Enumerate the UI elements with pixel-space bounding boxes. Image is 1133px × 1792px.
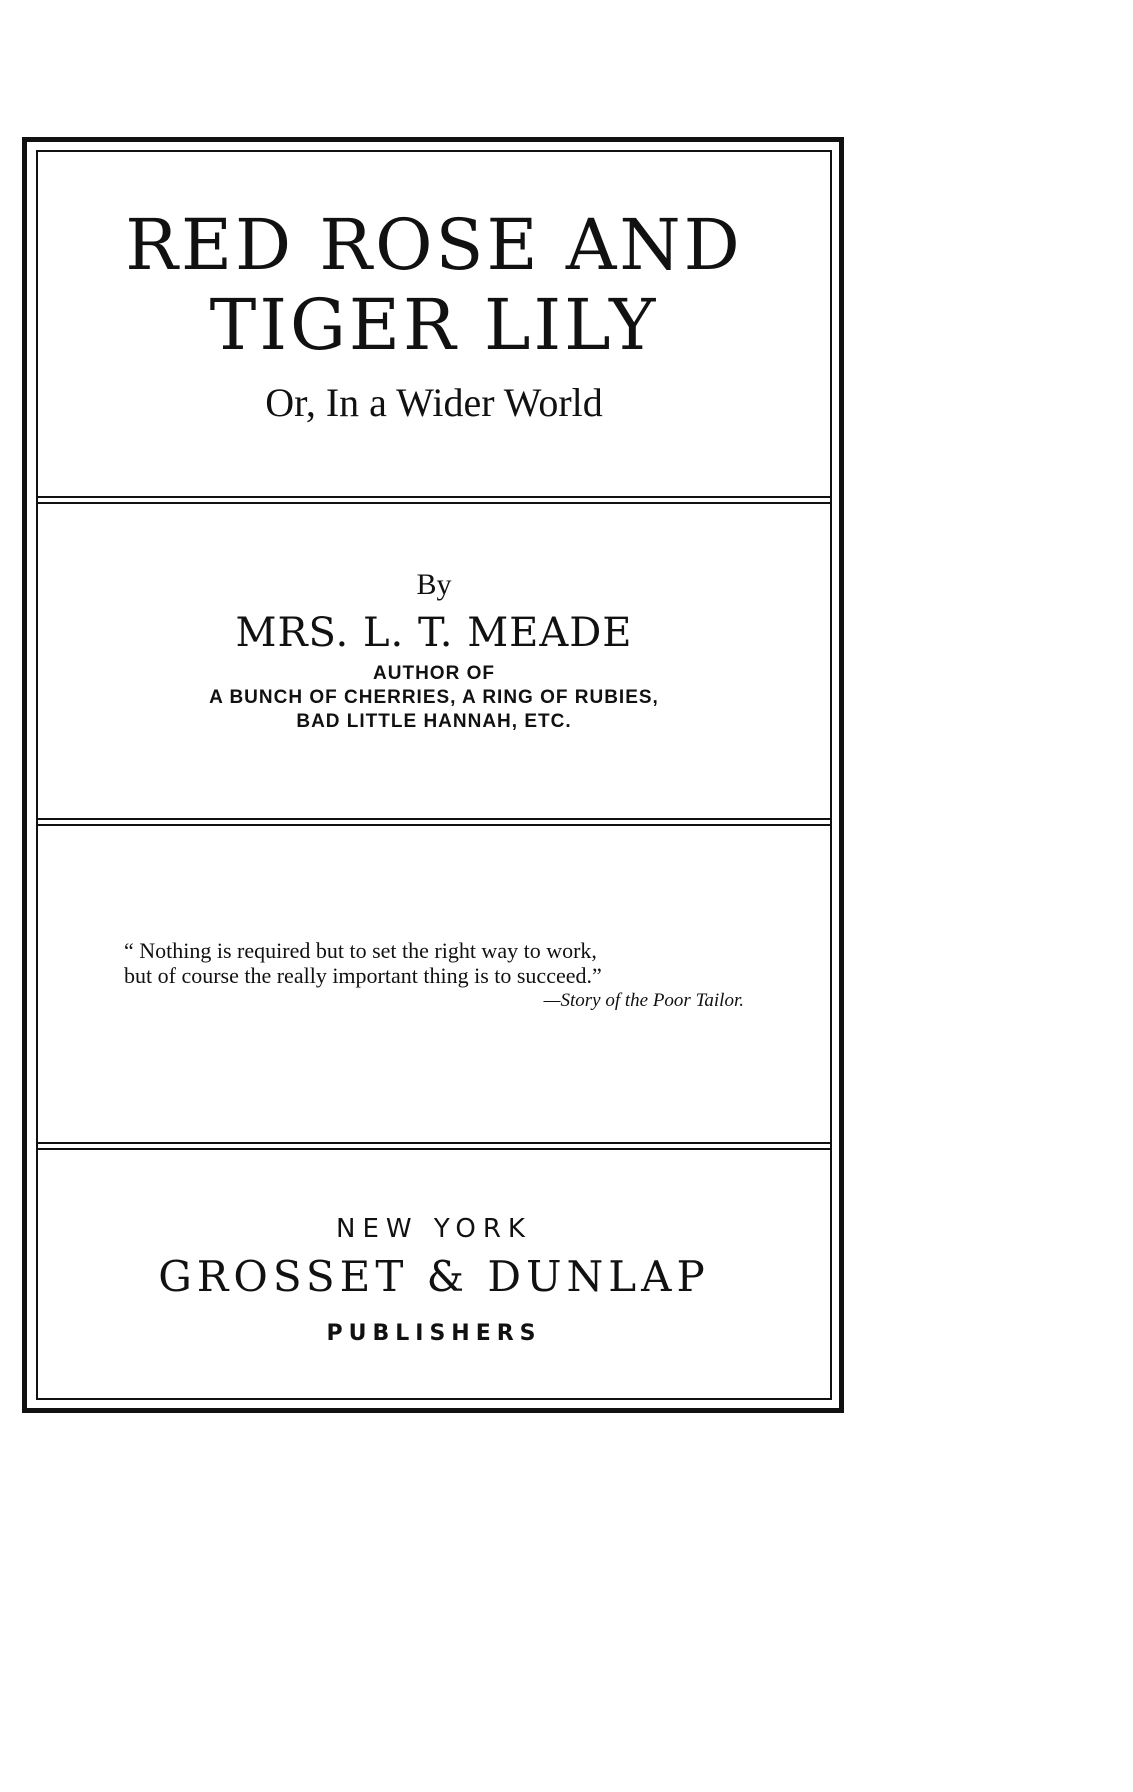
book-title-line-2: TIGER LILY [209, 284, 659, 366]
divider-rule-1 [36, 496, 832, 504]
title-panel [36, 205, 832, 427]
publishers-label: PUBLISHERS [326, 1321, 542, 1346]
epigraph-line-1: “ Nothing is required but to set the right way to work, [124, 938, 597, 963]
book-subtitle: Or, In a Wider World [265, 380, 603, 425]
imprint-panel [36, 1213, 832, 1349]
other-works-line-1: A BUNCH OF CHERRIES, A RING OF RUBIES, [209, 687, 659, 708]
by-label: By [416, 568, 452, 601]
publisher-city: NEW YORK [336, 1214, 532, 1244]
book-title-line-1: RED ROSE AND [125, 204, 743, 286]
divider-rule-2 [36, 818, 832, 826]
author-of-label: AUTHOR OF [373, 663, 495, 684]
epigraph-panel [36, 938, 832, 1014]
epigraph-source: —Story of the Poor Tailor. [543, 990, 744, 1011]
other-works-line-2: BAD LITTLE HANNAH, ETC. [296, 711, 572, 732]
divider-rule-3 [36, 1142, 832, 1150]
author-name: MRS. L. T. MEADE [235, 610, 633, 656]
publisher-name: GROSSET & DUNLAP [158, 1252, 710, 1301]
author-panel [36, 568, 832, 734]
epigraph-line-2: but of course the really important thing is to succeed.” [124, 963, 602, 988]
